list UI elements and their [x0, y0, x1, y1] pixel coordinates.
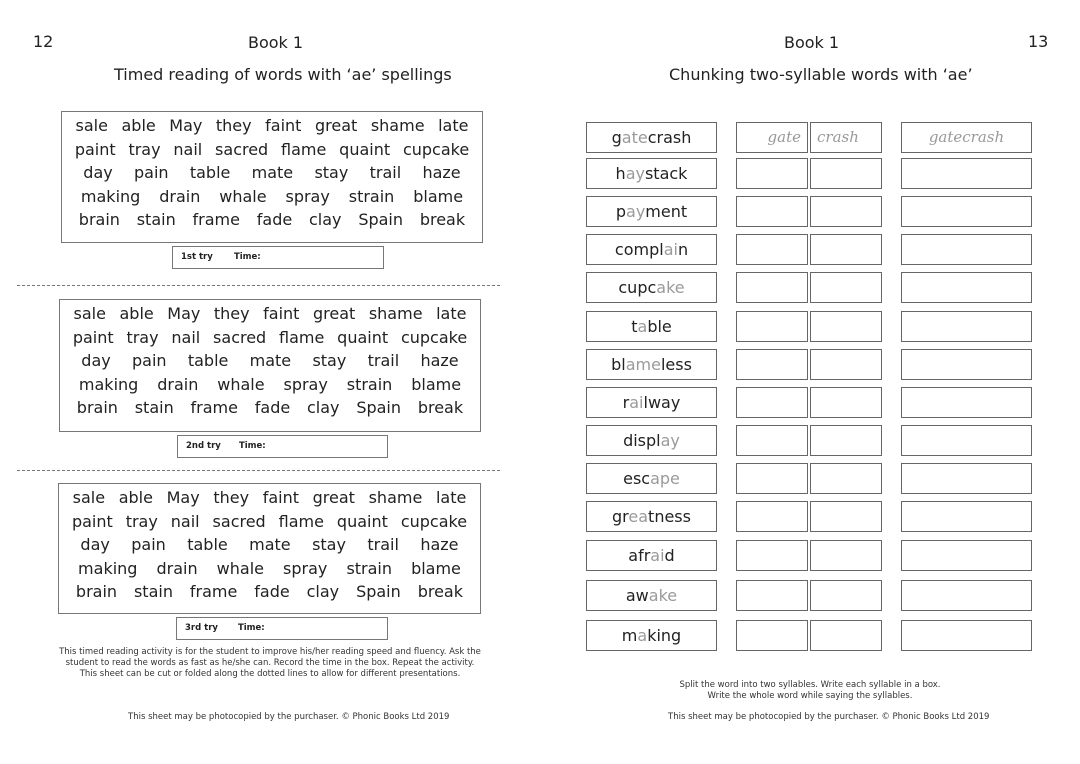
word-chunk: p — [615, 202, 627, 221]
word-box — [61, 111, 483, 243]
word: flame — [278, 511, 324, 531]
word-row — [60, 350, 480, 372]
syllable-2-box[interactable] — [810, 501, 882, 532]
word: nail — [171, 327, 201, 347]
word: late — [436, 304, 467, 323]
word: fade — [256, 210, 293, 230]
word: day — [80, 535, 110, 555]
word-chunk: compl — [614, 240, 664, 259]
syllable-2-box[interactable] — [810, 272, 882, 303]
word: break — [419, 210, 466, 230]
whole-word-box[interactable] — [901, 349, 1032, 380]
book-title-left: Book 1 — [248, 33, 304, 52]
whole-word-box[interactable] — [901, 196, 1032, 227]
syllable-2-box[interactable] — [810, 349, 882, 380]
page-number-left: 12 — [33, 32, 54, 51]
word: sacred — [213, 327, 267, 347]
word: brain — [76, 398, 118, 418]
word-card — [586, 349, 717, 380]
word: able — [118, 488, 153, 507]
word: Spain — [358, 210, 404, 230]
syllable-1-box[interactable] — [736, 387, 808, 418]
syllable-1-box[interactable] — [736, 349, 808, 380]
word-card — [586, 463, 717, 494]
word: table — [187, 351, 229, 371]
word: stay — [312, 535, 346, 555]
word-chunk: stack — [644, 164, 688, 183]
word: brain — [75, 582, 118, 602]
vowel-chunk: ay — [626, 202, 646, 221]
word: making — [78, 374, 139, 394]
word: drain — [159, 186, 201, 206]
instruction-line: Split the word into two syllables. Write each syllable in a box. — [679, 680, 941, 690]
word-row — [59, 558, 480, 580]
word: haze — [420, 351, 459, 371]
word: day — [83, 163, 113, 183]
word: sale — [72, 488, 106, 507]
word: sale — [73, 304, 106, 323]
word-card — [586, 540, 717, 571]
word-row — [59, 511, 480, 533]
syllable-2-box[interactable] — [810, 620, 882, 651]
word: cupcake — [400, 511, 468, 531]
word: whale — [216, 558, 264, 578]
word: sacred — [215, 139, 269, 159]
word-row — [59, 534, 480, 556]
syllable-2-box[interactable] — [810, 158, 882, 189]
word-chunk: g — [611, 128, 622, 147]
word-chunk: h — [615, 164, 626, 183]
word: they — [213, 304, 250, 323]
vowel-chunk: ay — [660, 431, 680, 450]
word-card — [586, 196, 717, 227]
word: fade — [254, 398, 291, 418]
word-chunk: d — [664, 546, 675, 565]
whole-word-box[interactable] — [901, 620, 1032, 651]
word: faint — [263, 304, 300, 323]
vowel-chunk: a — [637, 626, 648, 645]
vowel-chunk: ea — [628, 507, 649, 526]
word: late — [438, 116, 469, 135]
word: drain — [157, 374, 199, 394]
word: Spain — [356, 398, 402, 418]
word: great — [312, 488, 355, 507]
footer-left: This sheet may be photocopied by the purchaser. © Phonic Books Ltd 2019 — [128, 712, 450, 722]
word: sacred — [212, 511, 266, 531]
whole-word-box[interactable] — [901, 463, 1032, 494]
word: haze — [420, 535, 459, 555]
word-card — [586, 501, 717, 532]
word: table — [189, 163, 231, 183]
word: cupcake — [402, 139, 470, 159]
word-card — [586, 425, 717, 456]
word: clay — [306, 582, 340, 602]
word-row — [62, 186, 482, 208]
word-chunk: ment — [645, 202, 688, 221]
page-title-right: Chunking two-syllable words with ‘ae’ — [669, 65, 973, 84]
word: shame — [368, 304, 423, 323]
cut-line — [17, 285, 500, 286]
word: great — [314, 116, 358, 135]
note-line: This sheet can be cut or folded along the dotted lines to allow for different presentations. — [79, 669, 461, 679]
instructions — [640, 680, 980, 702]
word-chunk: t — [631, 317, 638, 336]
whole-word-box[interactable] — [901, 234, 1032, 265]
word: they — [215, 116, 252, 135]
word: May — [167, 304, 201, 323]
word-chunk: bl — [611, 355, 626, 374]
whole-word-box[interactable] — [901, 501, 1032, 532]
word: faint — [262, 488, 299, 507]
word: mate — [251, 163, 294, 183]
word: stay — [314, 163, 349, 183]
word: day — [81, 351, 111, 371]
vowel-chunk: ay — [625, 164, 645, 183]
note-line: This timed reading activity is for the student to improve his/her reading speed and fluency. Ask the — [59, 647, 481, 657]
syllable-2-box[interactable] — [810, 387, 882, 418]
word: pain — [132, 351, 167, 371]
word: strain — [346, 374, 393, 394]
word-card — [586, 387, 717, 418]
word: able — [121, 116, 156, 135]
word: stay — [312, 351, 347, 371]
word: spray — [285, 186, 330, 206]
try-label: 1st try — [181, 252, 213, 262]
word: pain — [131, 535, 166, 555]
word: stain — [136, 210, 176, 230]
word: brain — [78, 210, 120, 230]
word: trail — [369, 163, 402, 183]
word: trail — [367, 351, 400, 371]
word: shame — [368, 488, 423, 507]
word-chunk: lway — [643, 393, 681, 412]
try-box[interactable] — [176, 617, 388, 640]
word: tray — [126, 327, 159, 347]
instruction-line: Write the whole word while saying the syllables. — [707, 691, 913, 701]
word-box — [58, 483, 481, 614]
time-label: Time: — [233, 252, 261, 262]
syllable-2-box[interactable] — [810, 234, 882, 265]
word: blame — [413, 186, 464, 206]
word-row — [60, 303, 480, 325]
footer-right: This sheet may be photocopied by the purchaser. © Phonic Books Ltd 2019 — [668, 712, 990, 722]
time-label: Time: — [238, 441, 266, 451]
word-chunk: king — [647, 626, 682, 645]
try-label: 2nd try — [186, 441, 221, 451]
word: fade — [254, 582, 290, 602]
cut-line — [17, 470, 500, 471]
word-chunk: gr — [612, 507, 629, 526]
word: frame — [190, 398, 238, 418]
word: blame — [411, 558, 461, 578]
syllable-2-box[interactable] — [810, 463, 882, 494]
vowel-chunk: ai — [629, 393, 644, 412]
word-card — [586, 234, 717, 265]
syllable-1-box[interactable] — [736, 158, 808, 189]
word: they — [213, 488, 250, 507]
word: trail — [367, 535, 399, 555]
syllable-1-box[interactable] — [736, 540, 808, 571]
word-chunk: ble — [647, 317, 672, 336]
word-row — [62, 209, 482, 231]
word-chunk: crash — [647, 128, 692, 147]
word: great — [312, 304, 356, 323]
vowel-chunk: ape — [650, 469, 680, 488]
page-title-left: Timed reading of words with ‘ae’ spellings — [114, 65, 452, 84]
word: haze — [422, 163, 461, 183]
word-row — [62, 139, 482, 161]
syllable-2-box[interactable] — [810, 580, 882, 611]
word-card — [586, 122, 717, 153]
word-chunk: aw — [625, 586, 649, 605]
syllable-1-box[interactable] — [736, 463, 808, 494]
word-chunk: tness — [648, 507, 691, 526]
vowel-chunk: ai — [663, 240, 678, 259]
word: making — [78, 558, 138, 578]
word: drain — [156, 558, 198, 578]
whole-word-box[interactable] — [901, 158, 1032, 189]
syllable-1-box[interactable]: gate — [736, 122, 808, 153]
word: quaint — [336, 511, 388, 531]
word-chunk: cupc — [618, 278, 657, 297]
word: cupcake — [400, 327, 468, 347]
word-card — [586, 272, 717, 303]
word-chunk: r — [622, 393, 630, 412]
word: quaint — [339, 139, 391, 159]
whole-word-box[interactable]: gatecrash — [901, 122, 1032, 153]
word: table — [187, 535, 228, 555]
syllable-2-box[interactable] — [810, 540, 882, 571]
word: sale — [75, 116, 108, 135]
whole-word-box[interactable] — [901, 272, 1032, 303]
word-chunk: m — [621, 626, 638, 645]
whole-word-box[interactable] — [901, 540, 1032, 571]
word: nail — [173, 139, 203, 159]
syllable-2-box[interactable] — [810, 425, 882, 456]
word-chunk: displ — [623, 431, 661, 450]
word: May — [166, 488, 200, 507]
whole-word-box[interactable] — [901, 311, 1032, 342]
word: mate — [249, 535, 291, 555]
word-chunk: n — [677, 240, 689, 259]
whole-word-box[interactable] — [901, 425, 1032, 456]
word: stain — [133, 582, 173, 602]
word: clay — [309, 210, 342, 230]
word: nail — [170, 511, 200, 531]
word-card — [586, 580, 717, 611]
word-row — [62, 162, 482, 184]
syllable-1-box[interactable] — [736, 311, 808, 342]
word: spray — [283, 558, 328, 578]
word: frame — [189, 582, 238, 602]
syllable-2-box[interactable] — [810, 196, 882, 227]
activity-note — [40, 647, 500, 680]
word: clay — [307, 398, 340, 418]
syllable-1-box[interactable] — [736, 580, 808, 611]
word: May — [169, 116, 203, 135]
word: tray — [128, 139, 161, 159]
syllable-2-box[interactable] — [810, 311, 882, 342]
syllable-1-box[interactable] — [736, 620, 808, 651]
try-box[interactable] — [177, 435, 388, 458]
word-card — [586, 620, 717, 651]
word-chunk: less — [660, 355, 692, 374]
vowel-chunk: ai — [650, 546, 665, 565]
word-box — [59, 299, 481, 432]
word: strain — [348, 186, 395, 206]
vowel-chunk: ame — [625, 355, 661, 374]
word: spray — [283, 374, 328, 394]
vowel-chunk: ake — [656, 278, 685, 297]
whole-word-box[interactable] — [901, 387, 1032, 418]
word: blame — [411, 374, 462, 394]
try-box[interactable] — [172, 246, 384, 269]
word-row — [59, 581, 480, 603]
syllable-1-box[interactable] — [736, 272, 808, 303]
syllable-2-box[interactable]: crash — [810, 122, 882, 153]
word: paint — [71, 511, 113, 531]
word: mate — [249, 351, 292, 371]
word: paint — [74, 139, 116, 159]
word-row — [60, 374, 480, 396]
word-card — [586, 158, 717, 189]
whole-word-box[interactable] — [901, 580, 1032, 611]
word-chunk: esc — [623, 469, 651, 488]
word: frame — [192, 210, 240, 230]
word: paint — [72, 327, 114, 347]
word: flame — [281, 139, 327, 159]
word: able — [119, 304, 154, 323]
word: stain — [134, 398, 174, 418]
word: break — [417, 582, 463, 602]
page-number-right: 13 — [1028, 32, 1049, 51]
word-row — [60, 327, 480, 349]
word: tray — [125, 511, 158, 531]
word-row — [60, 397, 480, 419]
word: Spain — [356, 582, 401, 602]
word-card — [586, 311, 717, 342]
word: strain — [346, 558, 393, 578]
word: making — [80, 186, 141, 206]
vowel-chunk: a — [637, 317, 648, 336]
word-row — [62, 115, 482, 137]
word: faint — [265, 116, 302, 135]
word: break — [417, 398, 464, 418]
vowel-chunk: ake — [648, 586, 678, 605]
word: flame — [279, 327, 325, 347]
vowel-chunk: ate — [621, 128, 648, 147]
word: shame — [370, 116, 425, 135]
syllable-1-box[interactable] — [736, 425, 808, 456]
word: quaint — [337, 327, 389, 347]
word-row — [59, 487, 480, 509]
syllable-1-box[interactable] — [736, 234, 808, 265]
word: whale — [217, 374, 265, 394]
word: whale — [219, 186, 267, 206]
syllable-1-box[interactable] — [736, 196, 808, 227]
note-line: student to read the words as fast as he/she can. Record the time in the box. Repeat the activity. — [65, 658, 475, 668]
word: pain — [134, 163, 169, 183]
time-label: Time: — [237, 623, 265, 633]
book-title-right: Book 1 — [784, 33, 840, 52]
try-label: 3rd try — [185, 623, 218, 633]
word: late — [435, 488, 467, 507]
word-chunk: afr — [628, 546, 651, 565]
syllable-1-box[interactable] — [736, 501, 808, 532]
